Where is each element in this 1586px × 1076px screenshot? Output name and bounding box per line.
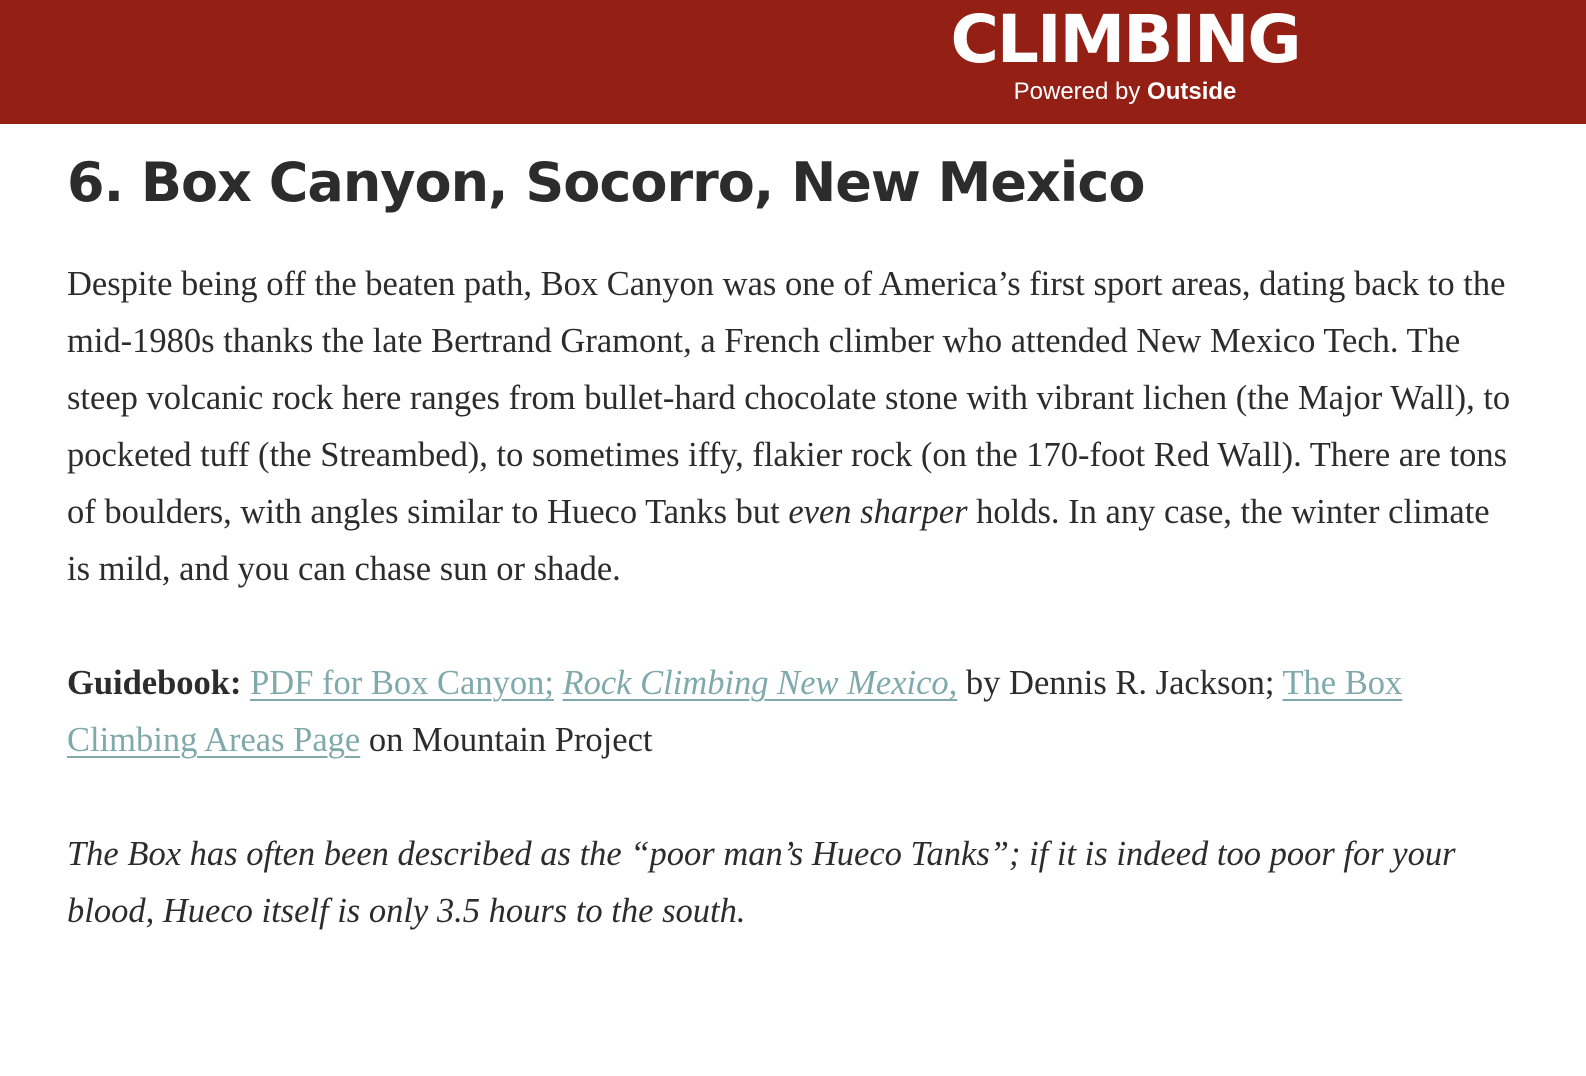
climbing-logo[interactable] (920, 1, 1330, 106)
book-title: Rock Climbing New Mexico, (562, 664, 958, 702)
logo-tagline (920, 78, 1330, 106)
intro-text-1: Despite being off the beaten path, Box Canyon was one of America’s first sport areas, dating back to the mid-1980s thanks the late Bertrand Gramont, a French climber who attended New Mexico Tech. The steep volcanic rock here ranges from bullet-hard chocolate stone with vibrant lichen (the Major Wall), to pocketed tuff (the Streambed), to sometimes iffy, flakier rock (on the 170-foot Red Wall). There are tons of boulders, with angles similar to Hueco Tanks but (67, 265, 1511, 531)
intro-emphasis: even sharper (788, 493, 968, 531)
logo-wordmark: CLIMBING (950, 1, 1300, 78)
article-body (67, 124, 1517, 940)
section-heading: 6. Box Canyon, Socorro, New Mexico (67, 151, 1145, 214)
rock-climbing-new-mexico-link[interactable] (563, 664, 958, 702)
box-climbing-areas-link[interactable]: The Box Climbing Areas Page (67, 664, 1403, 759)
guidebook-paragraph (67, 655, 1517, 769)
intro-paragraph (67, 256, 1517, 598)
powered-by-text: Powered by (1013, 78, 1148, 105)
outside-brand: Outside (1147, 78, 1237, 105)
box-canyon-pdf-link[interactable]: PDF for Box Canyon; (250, 664, 554, 702)
mountain-project-text: on Mountain Project (360, 721, 653, 759)
guidebook-label: Guidebook: (67, 664, 242, 702)
guidebook-author-text: by Dennis R. Jackson; (957, 664, 1283, 702)
site-header (0, 0, 1586, 124)
intro-text-2: holds. In any case, the winter climate is mild, and you can chase sun or shade. (67, 493, 1490, 588)
closing-paragraph: The Box has often been described as the “poor man’s Hueco Tanks”; if it is indeed too poor for your blood, Hueco itself is only 3.5 hours to the south. (67, 835, 1456, 930)
